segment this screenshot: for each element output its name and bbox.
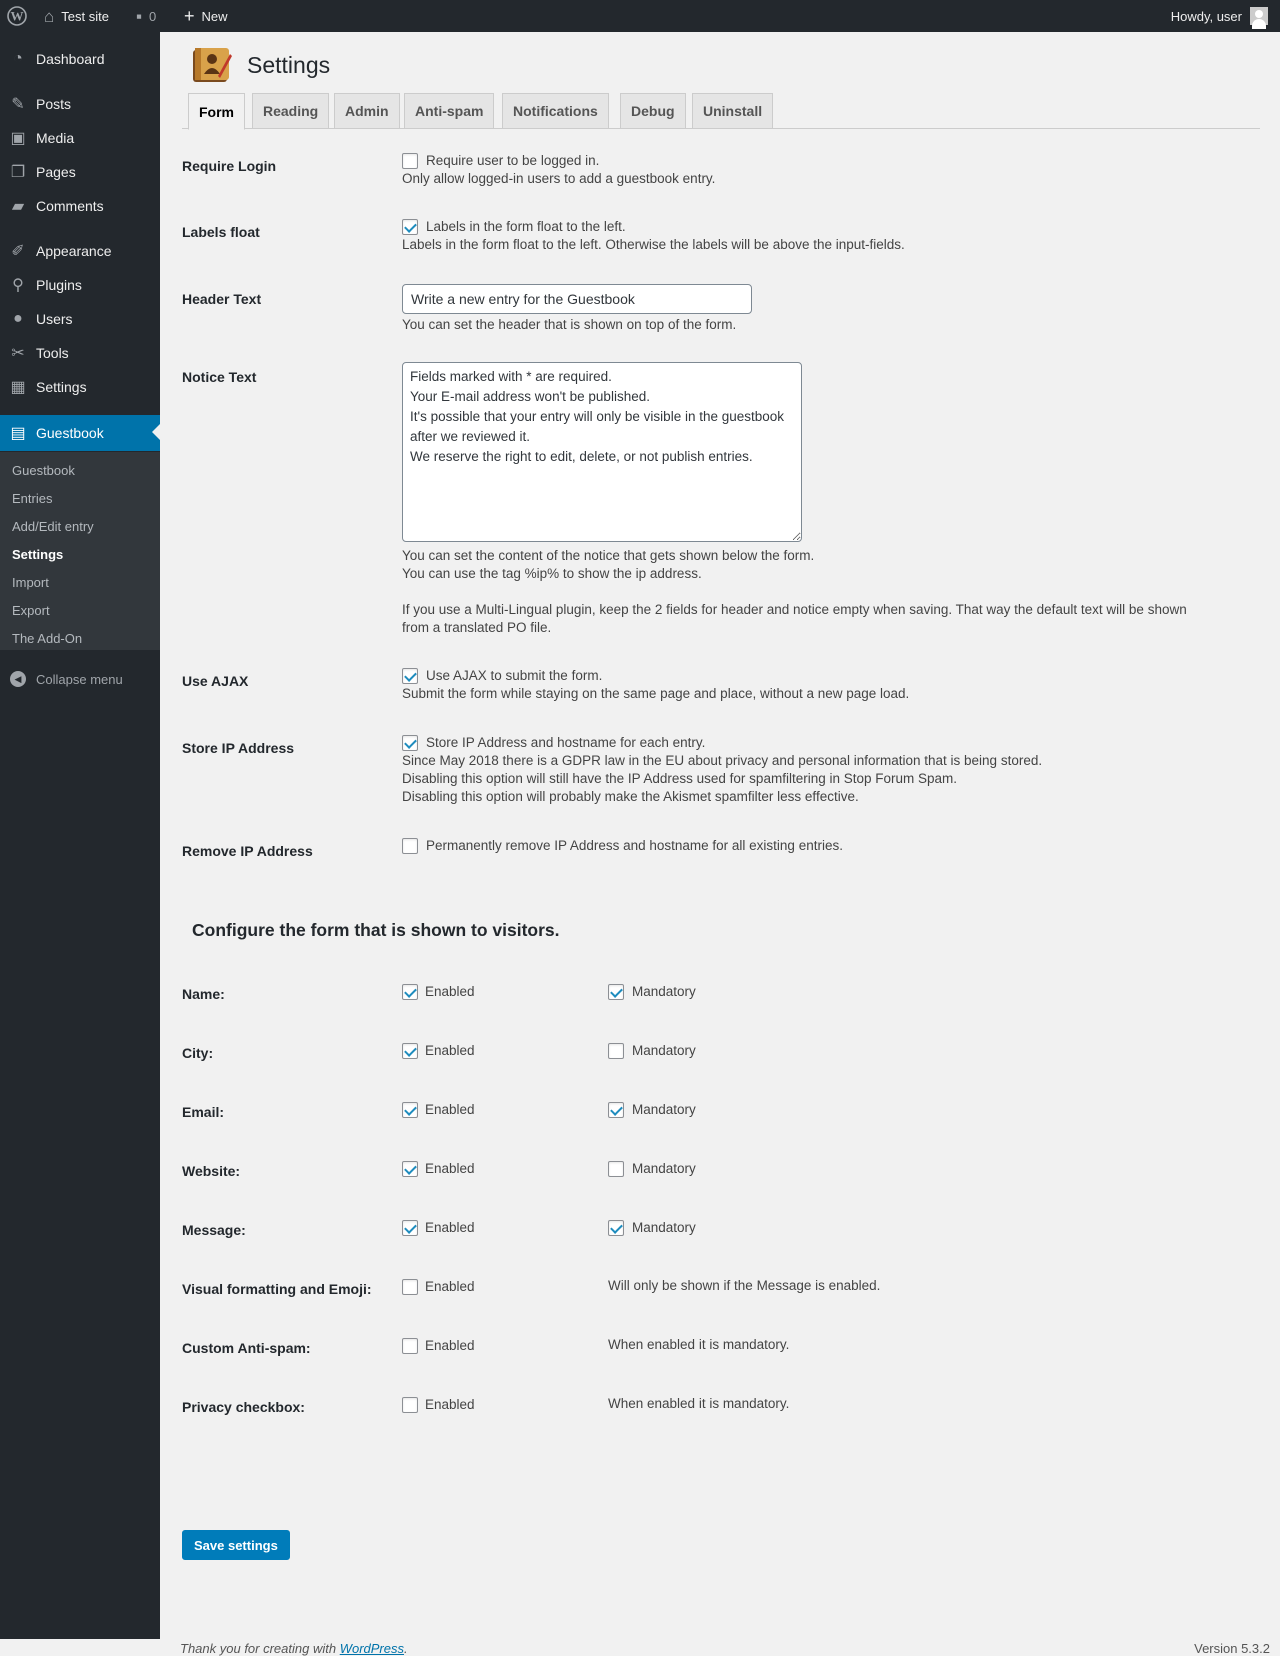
enabled-label: Enabled <box>425 1220 475 1235</box>
submenu-entries[interactable]: Entries <box>12 491 53 506</box>
config-field-note: Will only be shown if the Message is enabled. <box>608 1278 881 1293</box>
require-login-description: Only allow logged-in users to add a guestbook entry. <box>402 171 716 186</box>
menu-item-users[interactable] <box>0 302 160 336</box>
pin-icon: ✎ <box>11 96 25 113</box>
enabled-checkbox[interactable] <box>402 1161 418 1177</box>
config-field-label: Visual formatting and Emoji: <box>182 1281 372 1297</box>
user-icon: ● <box>13 310 23 327</box>
admin-menu <box>0 32 160 1639</box>
enabled-checkbox[interactable] <box>402 1220 418 1236</box>
menu-label: Tools <box>36 345 69 361</box>
wordpress-logo-icon[interactable] <box>7 0 27 32</box>
footer-thanks <box>180 1641 408 1656</box>
wordpress-link[interactable]: WordPress <box>339 1641 404 1656</box>
config-field-label: Message: <box>182 1222 246 1238</box>
mandatory-label: Mandatory <box>632 1220 696 1235</box>
labels-float-checkbox-label: Labels in the form float to the left. <box>426 219 626 234</box>
menu-label: Appearance <box>36 243 112 259</box>
menu-label: Dashboard <box>36 51 105 67</box>
config-field-label: Privacy checkbox: <box>182 1399 305 1415</box>
store-ip-description-3: Disabling this option will probably make the Akismet spamfilter less effective. <box>402 789 859 804</box>
account-link[interactable] <box>1171 0 1268 32</box>
menu-label: Media <box>36 130 75 146</box>
enabled-checkbox[interactable] <box>402 1397 418 1413</box>
main-content <box>160 32 1280 1656</box>
menu-label: Plugins <box>36 277 82 293</box>
labels-float-description: Labels in the form float to the left. Otherwise the labels will be above the input-fields. <box>402 237 905 252</box>
menu-label: Settings <box>36 379 87 395</box>
enabled-label: Enabled <box>425 1161 475 1176</box>
enabled-checkbox[interactable] <box>402 984 418 1000</box>
brush-icon: ✐ <box>11 243 25 260</box>
guestbook-submenu <box>0 452 160 650</box>
enabled-checkbox[interactable] <box>402 1102 418 1118</box>
store-ip-checkbox-label: Store IP Address and hostname for each entry. <box>426 735 706 750</box>
header-text-input[interactable] <box>402 284 752 314</box>
tab-form[interactable]: Form <box>188 93 245 130</box>
mandatory-checkbox[interactable] <box>608 1161 624 1177</box>
collapse-menu-button[interactable] <box>0 668 160 690</box>
submenu-import[interactable]: Import <box>12 575 49 590</box>
menu-label: Posts <box>36 96 72 112</box>
config-field-note: When enabled it is mandatory. <box>608 1396 790 1411</box>
collapse-arrow-icon: ◀ <box>10 671 26 687</box>
enabled-checkbox[interactable] <box>402 1279 418 1295</box>
enabled-checkbox[interactable] <box>402 1043 418 1059</box>
use-ajax-checkbox[interactable] <box>402 668 418 684</box>
menu-label: Guestbook <box>36 425 104 441</box>
require-login-checkbox-label: Require user to be logged in. <box>426 153 600 168</box>
use-ajax-label: Use AJAX <box>182 673 249 689</box>
site-name-link[interactable] <box>44 0 109 32</box>
submenu-export[interactable]: Export <box>12 603 50 618</box>
enabled-label: Enabled <box>425 1338 475 1353</box>
notice-text-description-1: You can set the content of the notice that gets shown below the form. <box>402 548 815 563</box>
configure-form-heading: Configure the form that is shown to visitors. <box>192 920 560 940</box>
tab-uninstall[interactable]: Uninstall <box>692 93 773 129</box>
config-field-label: Email: <box>182 1104 225 1120</box>
menu-item-settings[interactable] <box>0 370 160 404</box>
wrench-icon: ✂ <box>11 345 25 362</box>
require-login-label: Require Login <box>182 158 277 174</box>
require-login-checkbox[interactable] <box>402 153 418 169</box>
store-ip-description-1: Since May 2018 there is a GDPR law in the EU about privacy and personal information that is being stored. <box>402 753 1043 768</box>
menu-label: Pages <box>36 164 76 180</box>
menu-item-tools[interactable] <box>0 336 160 370</box>
guestbook-icon: ▤ <box>10 425 26 442</box>
config-field-note: When enabled it is mandatory. <box>608 1337 790 1352</box>
tab-debug[interactable]: Debug <box>620 93 686 129</box>
store-ip-label: Store IP Address <box>182 740 295 756</box>
enabled-label: Enabled <box>425 1397 475 1412</box>
comment-icon: ▰ <box>11 198 25 215</box>
menu-item-comments[interactable] <box>0 189 160 223</box>
config-field-label: Custom Anti-spam: <box>182 1340 311 1356</box>
mandatory-label: Mandatory <box>632 984 696 999</box>
enabled-label: Enabled <box>425 1043 475 1058</box>
header-text-label: Header Text <box>182 291 262 307</box>
menu-label: Users <box>36 311 73 327</box>
menu-item-posts[interactable] <box>0 87 160 121</box>
notice-text-description-2: You can use the tag %ip% to show the ip address. <box>402 566 702 581</box>
labels-float-label: Labels float <box>182 224 260 240</box>
notice-text-label: Notice Text <box>182 369 257 385</box>
mandatory-checkbox[interactable] <box>608 1043 624 1059</box>
mandatory-checkbox[interactable] <box>608 1220 624 1236</box>
menu-item-pages[interactable] <box>0 155 160 189</box>
menu-item-guestbook[interactable] <box>0 415 160 451</box>
new-content-link[interactable] <box>184 0 228 32</box>
admin-bar <box>0 0 1280 32</box>
footer-thanks-prefix: Thank you for creating with <box>180 1641 340 1656</box>
submenu-settings[interactable]: Settings <box>12 547 64 562</box>
notice-text-textarea[interactable] <box>402 362 802 542</box>
enabled-label: Enabled <box>425 1102 475 1117</box>
use-ajax-description: Submit the form while staying on the same page and place, without a new page load. <box>402 686 910 701</box>
media-icon: ▣ <box>10 130 26 147</box>
footer-thanks-suffix: . <box>404 1641 408 1656</box>
dashboard-icon: ◔ <box>13 50 23 67</box>
use-ajax-checkbox-label: Use AJAX to submit the form. <box>426 668 603 683</box>
settings-tabs <box>182 93 1260 129</box>
tab-notifications[interactable]: Notifications <box>502 93 609 129</box>
notice-text-description-3: If you use a Multi-Lingual plugin, keep the 2 fields for header and notice empty when saving. That way the default text will be shown <box>402 602 1187 617</box>
labels-float-checkbox[interactable] <box>402 219 418 235</box>
settings-icon: ▦ <box>10 379 26 396</box>
submenu-add-edit-entry[interactable]: Add/Edit entry <box>12 519 94 534</box>
menu-item-appearance[interactable] <box>0 234 160 268</box>
guestbook-book-icon <box>190 46 232 84</box>
config-field-label: City: <box>182 1045 214 1061</box>
tab-admin[interactable]: Admin <box>334 93 400 129</box>
config-field-label: Website: <box>182 1163 241 1179</box>
menu-label: Comments <box>36 198 104 214</box>
site-name: Test site <box>61 8 109 24</box>
page-title: Settings <box>247 52 331 78</box>
tab-anti-spam[interactable]: Anti-spam <box>404 93 494 129</box>
footer-version: Version 5.3.2 <box>1194 1641 1270 1656</box>
collapse-label: Collapse menu <box>36 671 123 687</box>
plus-icon: + <box>184 6 195 26</box>
tab-reading[interactable]: Reading <box>252 93 329 129</box>
plug-icon: ⚲ <box>12 277 24 294</box>
menu-item-dashboard[interactable] <box>0 42 160 76</box>
store-ip-checkbox[interactable] <box>402 735 418 751</box>
save-settings-button[interactable]: Save settings <box>182 1530 290 1560</box>
notice-text-description-4: from a translated PO file. <box>402 620 552 635</box>
mandatory-label: Mandatory <box>632 1102 696 1117</box>
menu-item-media[interactable] <box>0 121 160 155</box>
comments-count: 0 <box>149 8 157 24</box>
remove-ip-checkbox-label: Permanently remove IP Address and hostname for all existing entries. <box>426 838 843 853</box>
mandatory-label: Mandatory <box>632 1043 696 1058</box>
svg-text:W: W <box>10 8 24 24</box>
enabled-label: Enabled <box>425 1279 475 1294</box>
avatar <box>1250 7 1268 25</box>
new-label: New <box>201 8 228 24</box>
menu-item-plugins[interactable] <box>0 268 160 302</box>
mandatory-checkbox[interactable] <box>608 1102 624 1118</box>
enabled-checkbox[interactable] <box>402 1338 418 1354</box>
comment-icon: ▪ <box>136 6 143 26</box>
submenu-guestbook[interactable]: Guestbook <box>12 463 75 478</box>
store-ip-description-2: Disabling this option will still have the IP Address used for spamfiltering in Stop Forum Spam. <box>402 771 958 786</box>
comments-link[interactable] <box>136 0 156 32</box>
howdy-text: Howdy, user <box>1170 8 1242 24</box>
home-icon: ⌂ <box>44 6 55 26</box>
remove-ip-checkbox[interactable] <box>402 838 418 854</box>
pages-icon: ❐ <box>10 164 26 181</box>
config-field-label: Name: <box>182 986 225 1002</box>
submenu-the-add-on[interactable]: The Add-On <box>12 631 83 646</box>
remove-ip-label: Remove IP Address <box>182 843 313 859</box>
mandatory-label: Mandatory <box>632 1161 696 1176</box>
header-text-description: You can set the header that is shown on top of the form. <box>402 317 737 332</box>
enabled-label: Enabled <box>425 984 475 999</box>
mandatory-checkbox[interactable] <box>608 984 624 1000</box>
